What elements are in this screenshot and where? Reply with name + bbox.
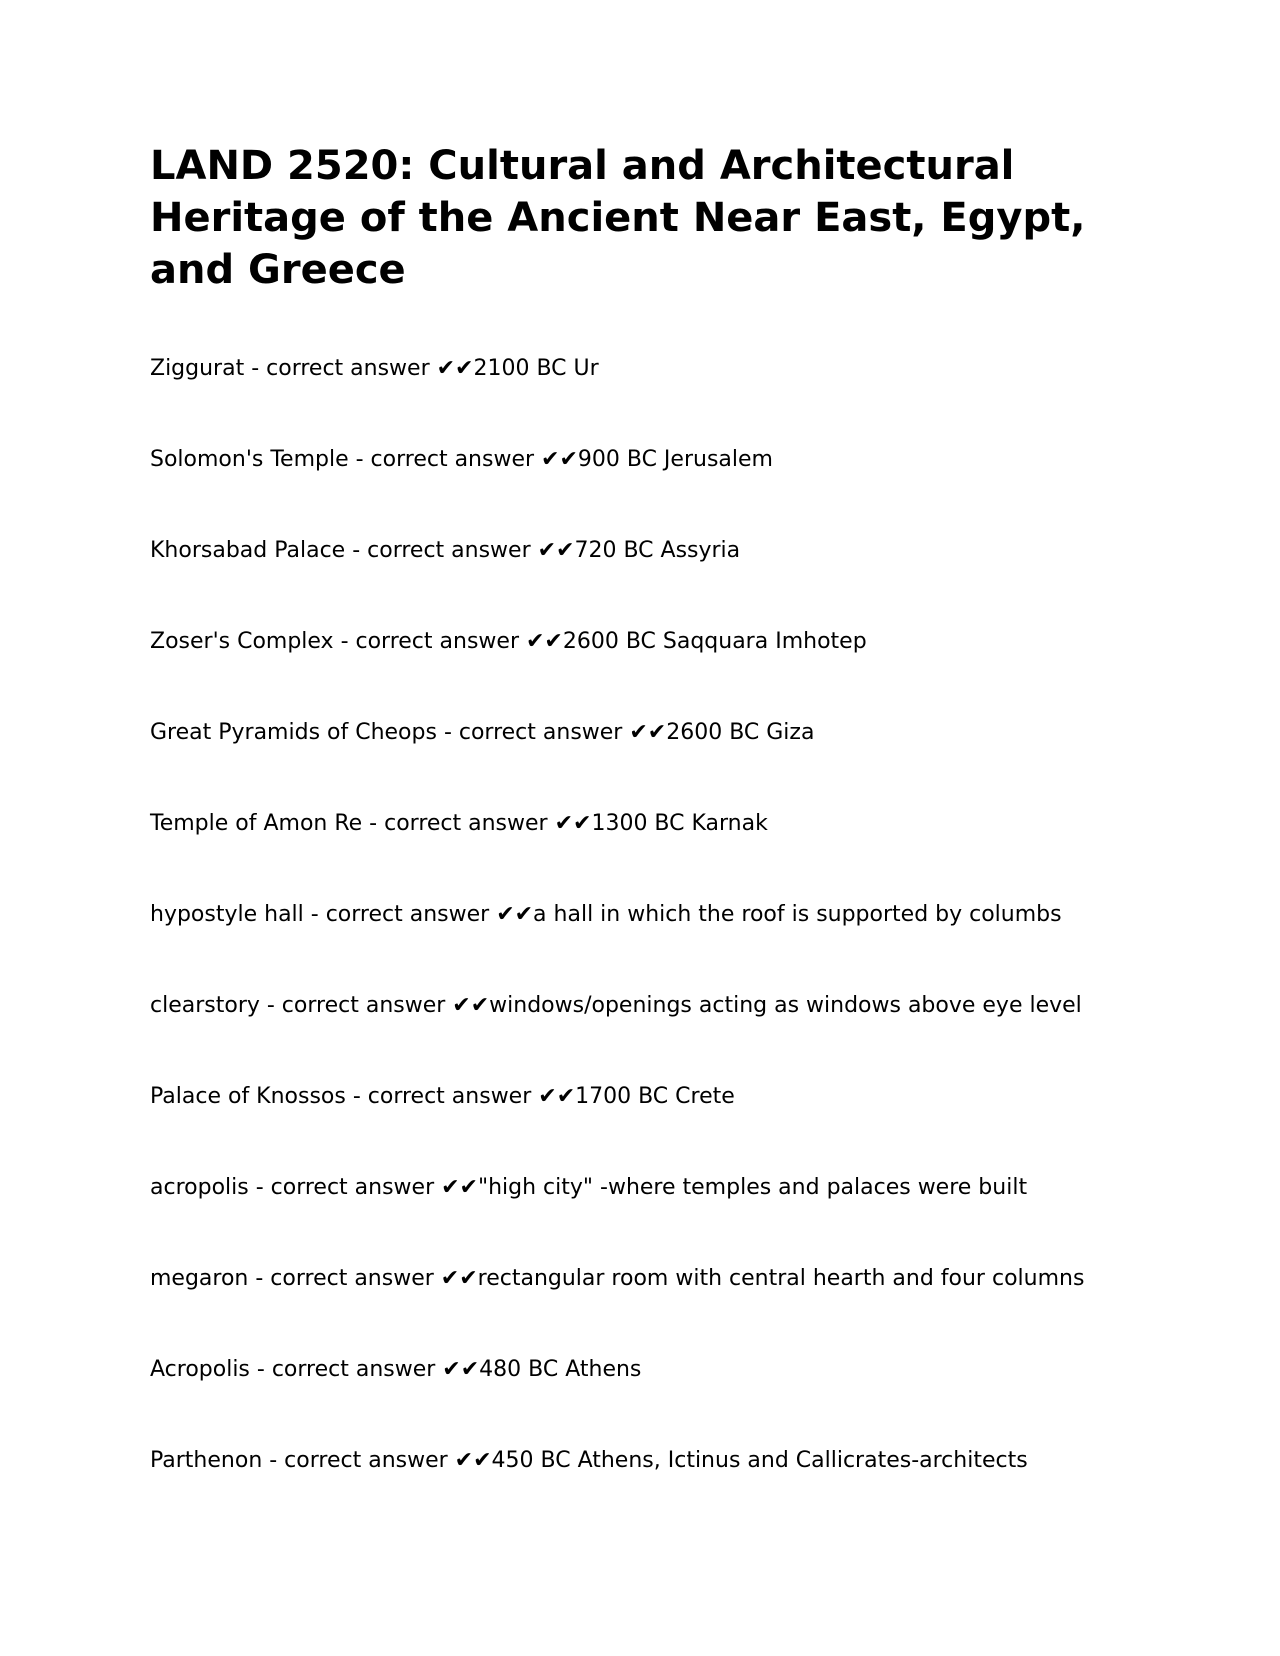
entry-list [150, 354, 1140, 1476]
list-item: Great Pyramids of Cheops - correct answer ✔✔2600 BC Giza [150, 720, 815, 745]
list-item: megaron - correct answer ✔✔rectangular room with central hearth and four columns [150, 1266, 1085, 1291]
list-item: Ziggurat - correct answer ✔✔2100 BC Ur [150, 356, 599, 381]
list-item: Solomon's Temple - correct answer ✔✔900 BC Jerusalem [150, 447, 773, 472]
list-item: Acropolis - correct answer ✔✔480 BC Athens [150, 1357, 642, 1382]
list-item: clearstory - correct answer ✔✔windows/openings acting as windows above eye level [150, 993, 1082, 1018]
page-title: LAND 2520: Cultural and Architectural Heritage of the Ancient Near East, Egypt, and Greece [150, 143, 1086, 293]
list-item: Zoser's Complex - correct answer ✔✔2600 BC Saqquara Imhotep [150, 629, 867, 654]
list-item: Parthenon - correct answer ✔✔450 BC Athens, Ictinus and Callicrates-architects [150, 1448, 1028, 1473]
list-item: hypostyle hall - correct answer ✔✔a hall in which the roof is supported by columbs [150, 902, 1062, 927]
list-item: Temple of Amon Re - correct answer ✔✔1300 BC Karnak [150, 811, 768, 836]
document-page [150, 140, 1140, 1537]
list-item: acropolis - correct answer ✔✔"high city" -where temples and palaces were built [150, 1175, 1028, 1200]
list-item: Khorsabad Palace - correct answer ✔✔720 BC Assyria [150, 538, 741, 563]
list-item: Palace of Knossos - correct answer ✔✔1700 BC Crete [150, 1084, 735, 1109]
